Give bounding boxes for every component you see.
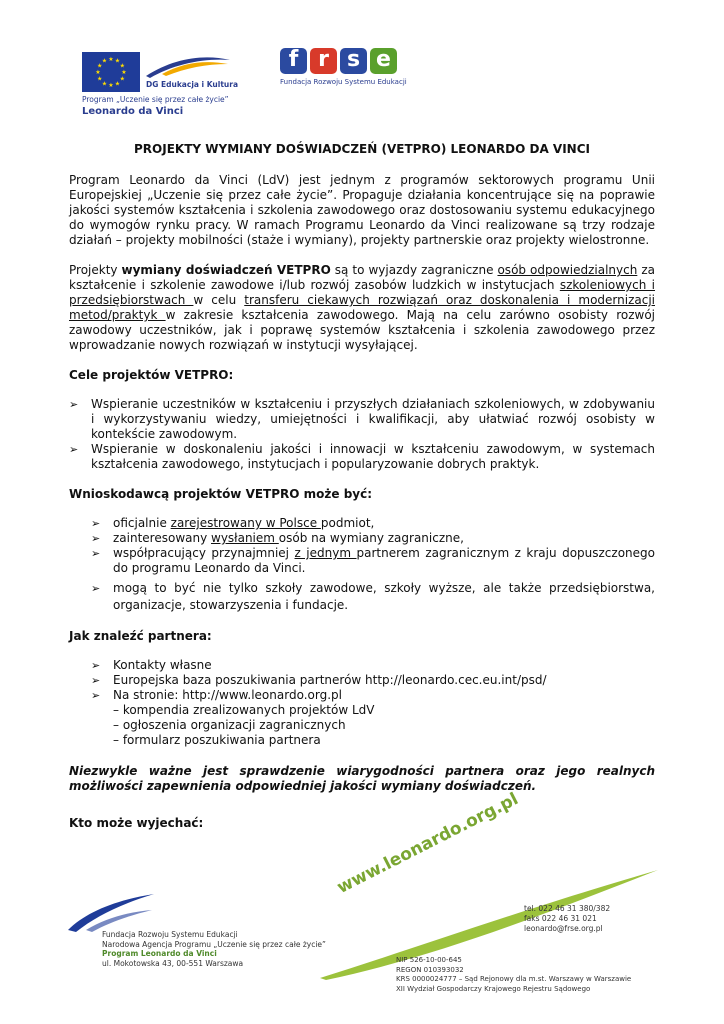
list-item <box>91 688 655 748</box>
text-run: współpracujący przynajmniej <box>113 546 295 560</box>
svg-text:★: ★ <box>97 75 103 83</box>
svg-text:★: ★ <box>108 82 114 89</box>
list-item <box>91 531 655 546</box>
sub-list-item: – formularz poszukiwania partnera <box>113 733 321 747</box>
footer-line: ul. Mokotowska 43, 00-551 Warszawa <box>102 958 244 968</box>
document-body <box>69 142 655 845</box>
footer-line: XII Wydział Gospodarczy Krajowego Rejestru Sądowego <box>396 984 591 993</box>
list-item <box>91 516 655 531</box>
underlined-text: osób odpowiedzialnych <box>497 263 638 277</box>
footer-line: REGON 010393032 <box>396 965 464 974</box>
text-run: podmiot, <box>320 516 375 530</box>
svg-text:★: ★ <box>121 69 127 76</box>
footer-line: KRS 0000024777 – Sąd Rejonowy dla m.st. Warszawy w Warszawie <box>396 975 632 983</box>
partner-heading: Jak znaleźć partnera: <box>69 629 212 643</box>
footer-url: www.leonardo.org.pl <box>333 789 522 898</box>
list-item: ➢ Kontakty własne <box>91 658 655 673</box>
eu-ldv-logo <box>82 48 239 120</box>
frse-caption: Fundacja Rozwoju Systemu Edukacji <box>280 78 407 86</box>
eu-dg-label: DG Edukacja i Kultura <box>146 80 239 89</box>
footer-address <box>102 930 326 968</box>
text-run: Na stronie: http://www.leonardo.org.pl <box>113 688 342 702</box>
frse-letter: s <box>340 48 367 74</box>
eu-ldv-label: Leonardo da Vinci <box>82 106 184 117</box>
list-item: ➢ Wspieranie uczestników w kształceniu i przyszłych działaniach szkoleniowych, w zdobywaniu i wykorzystywaniu wiedzy, umiejętności i kwalifikacji, aby ułatwiać rozwój osobisty w kontekście zawodowym. <box>69 397 655 442</box>
sub-list-item: – kompendia zrealizowanych projektów LdV <box>113 703 375 717</box>
list-item: ➢ Wspieranie w doskonaleniu jakości i innowacji w kształceniu zawodowym, w systemach kształcenia zawodowego, instytucjach i popularyzowanie dobrych praktyk. <box>69 442 655 472</box>
text-run: są to wyjazdy zagraniczne <box>330 263 498 277</box>
who-heading: Kto może wyjechać: <box>69 816 204 830</box>
svg-text:★: ★ <box>101 80 108 88</box>
eu-flag-icon <box>82 52 140 92</box>
footer-line: Program Leonardo da Vinci <box>102 949 217 958</box>
intro-paragraph: Program Leonardo da Vinci (LdV) jest jednym z programów sektorowych programu Unii Europejskiej „Uczenie się przez całe życie”. Propaguje działania koncentrujące się na poprawie jakości systemów kształcenia i szkolenia zawodowego oraz dostosowaniu systemu edukacyjnego do wymogów rynku pracy. W ramach Programu Leonardo da Vinci realizowane są trzy rodzaje działań – projekty mobilności (staże i wymiany), projekty partnerskie oraz projekty wielostronne. <box>69 173 655 247</box>
eu-program-label: Program „Uczenie się przez całe życie” <box>82 95 229 104</box>
text-run: za kształcenie i szkolenie zawodowe i/lub rozwój zasobów ludzkich w instytucjach <box>69 263 655 292</box>
text-run: zainteresowany <box>113 531 212 545</box>
text-run: w zakresie kształcenia zawodowego. Mają na celu zarówno osobisty rozwój zawodowy uczestników, jak i poprawę systemów kształcenia i szkolenia zawodowego przez wprowadzanie nowych rozwiązań w instytucji wysyłającej. <box>69 308 656 352</box>
footer-line: leonardo@frse.org.pl <box>524 924 603 933</box>
applicant-heading: Wnioskodawcą projektów VETPRO może być: <box>69 487 373 501</box>
vetpro-paragraph <box>69 263 655 353</box>
underlined-text: wysłaniem <box>211 531 279 545</box>
text-run: partnerem zagranicznym z kraju dopuszczonego do programu Leonardo da Vinci. <box>113 546 655 575</box>
list-item: ➢ Europejska baza poszukiwania partnerów http://leonardo.cec.eu.int/psd/ <box>91 673 655 688</box>
svg-text:★: ★ <box>95 69 101 76</box>
underlined-text: szkoleniowych i przedsiębiorstwach <box>69 278 656 307</box>
text-run: osób na wymiany zagraniczne, <box>278 531 464 545</box>
swoosh-icon <box>66 890 156 934</box>
frse-letter: e <box>370 48 397 74</box>
swoosh-icon <box>144 50 232 80</box>
footer-line: Narodowa Agencja Programu „Uczenie się przez całe życie” <box>102 939 326 949</box>
applicant-list <box>91 516 655 614</box>
text-run: w celu <box>193 293 245 307</box>
list-item: ➢ mogą to być nie tylko szkoły zawodowe, szkoły wyższe, ale także przedsiębiorstwa, organizacje, stowarzyszenia i fundacje. <box>91 580 655 614</box>
text-run: Projekty <box>69 263 122 277</box>
svg-text:★: ★ <box>114 80 121 88</box>
bold-text: wymiany doświadczeń VETPRO <box>121 263 331 277</box>
underlined-text: z jednym <box>294 546 357 560</box>
footer-registry <box>396 956 631 994</box>
svg-text:★: ★ <box>108 56 114 63</box>
svg-text:★: ★ <box>119 62 125 70</box>
partner-list <box>91 658 655 748</box>
list-item <box>91 546 655 576</box>
important-note: Niezwykle ważne jest sprawdzenie wiarygodności partnera oraz jego realnych możliwości zapewnienia odpowiedniej jakości wymiany doświadczeń. <box>69 764 655 793</box>
partner-sub-list <box>113 703 655 748</box>
page-title: PROJEKTY WYMIANY DOŚWIADCZEŃ (VETPRO) LEONARDO DA VINCI <box>134 142 590 156</box>
footer-line: tel. 022 46 31 380/382 <box>524 904 611 913</box>
goals-list <box>69 397 655 472</box>
footer-line: NIP 526-10-00-645 <box>396 956 462 964</box>
footer-contact <box>524 904 610 934</box>
frse-letter: r <box>310 48 337 74</box>
svg-text:★: ★ <box>119 75 125 83</box>
text-run: oficjalnie <box>113 516 171 530</box>
footer-line: faks 022 46 31 021 <box>524 914 597 923</box>
frse-letter: f <box>280 48 307 74</box>
footer-line: Fundacja Rozwoju Systemu Edukacji <box>102 930 238 939</box>
goals-heading: Cele projektów VETPRO: <box>69 368 234 382</box>
underlined-text: zarejestrowany w Polsce <box>170 516 321 530</box>
svg-text:★: ★ <box>97 62 103 70</box>
underlined-text: transferu ciekawych rozwiązań oraz doskonalenia i modernizacji metod/praktyk <box>69 293 655 322</box>
svg-text:★: ★ <box>114 57 121 65</box>
sub-list-item: – ogłoszenia organizacji zagranicznych <box>113 718 346 732</box>
svg-text:★: ★ <box>101 57 108 65</box>
frse-logo <box>280 48 410 98</box>
